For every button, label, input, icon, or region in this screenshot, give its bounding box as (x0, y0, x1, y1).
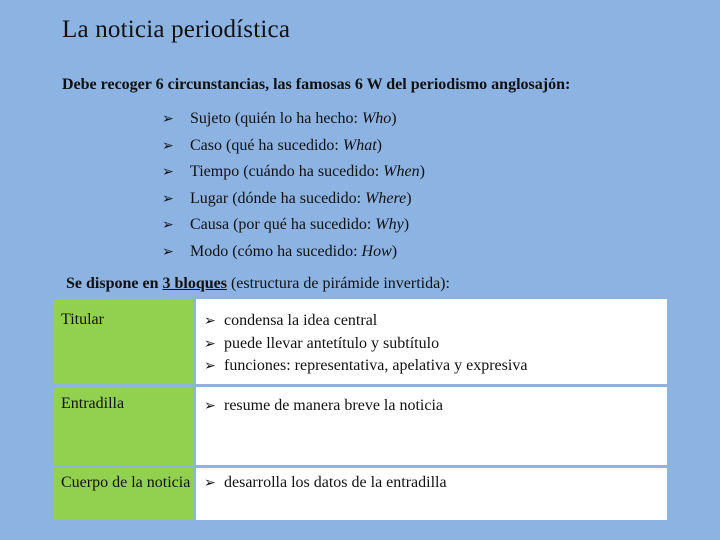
list-item: ➢ Caso (qué ha sucedido: What) (162, 133, 425, 160)
structure-table (53, 299, 667, 520)
arrow-bullet-icon: ➢ (162, 217, 174, 233)
table-row (53, 299, 667, 385)
list-item: ➢ Sujeto (quién lo ha hecho: Who) (162, 106, 425, 133)
row-divider (53, 465, 667, 468)
row-label: Entradilla (53, 385, 193, 466)
arrow-bullet-icon: ➢ (204, 475, 216, 491)
row-label: Titular (53, 299, 193, 385)
table-row (53, 385, 667, 466)
row-divider (53, 384, 667, 387)
list-item: ➢ condensa la idea central (204, 310, 667, 333)
row-content (196, 466, 667, 520)
list-item: ➢ Tiempo (cuándo ha sucedido: When) (162, 159, 425, 186)
intro-text: Debe recoger 6 circunstancias, las famosas 6 W del periodismo anglosajón: (62, 76, 571, 93)
row-content (196, 385, 667, 466)
arrow-bullet-icon: ➢ (162, 111, 174, 127)
row-content (196, 299, 667, 385)
arrow-bullet-icon: ➢ (204, 335, 216, 352)
list-item: ➢ Causa (por qué ha sucedido: Why) (162, 212, 425, 239)
six-w-list (162, 106, 425, 265)
slide-title: La noticia periodística (62, 16, 291, 43)
list-item: ➢ desarrolla los datos de la entradilla (204, 472, 667, 495)
table-row (53, 466, 667, 520)
arrow-bullet-icon: ➢ (204, 398, 216, 414)
arrow-bullet-icon: ➢ (162, 190, 174, 207)
list-item: ➢ Lugar (dónde ha sucedido: Where) (162, 186, 425, 213)
arrow-bullet-icon: ➢ (204, 313, 216, 329)
arrow-bullet-icon: ➢ (162, 137, 174, 154)
blocks-intro: Se dispone en 3 bloques (estructura de pirámide invertida): (66, 275, 450, 292)
list-item: ➢ puede llevar antetítulo y subtítulo (204, 333, 667, 356)
list-item: ➢ Modo (cómo ha sucedido: How) (162, 239, 425, 266)
column-divider (193, 299, 196, 520)
row-label: Cuerpo de la noticia (53, 466, 193, 520)
list-item: ➢ resume de manera breve la noticia (204, 395, 667, 418)
arrow-bullet-icon: ➢ (162, 243, 174, 260)
list-item: ➢ funciones: representativa, apelativa y expresiva (204, 355, 667, 378)
arrow-bullet-icon: ➢ (204, 358, 216, 374)
arrow-bullet-icon: ➢ (162, 164, 174, 180)
